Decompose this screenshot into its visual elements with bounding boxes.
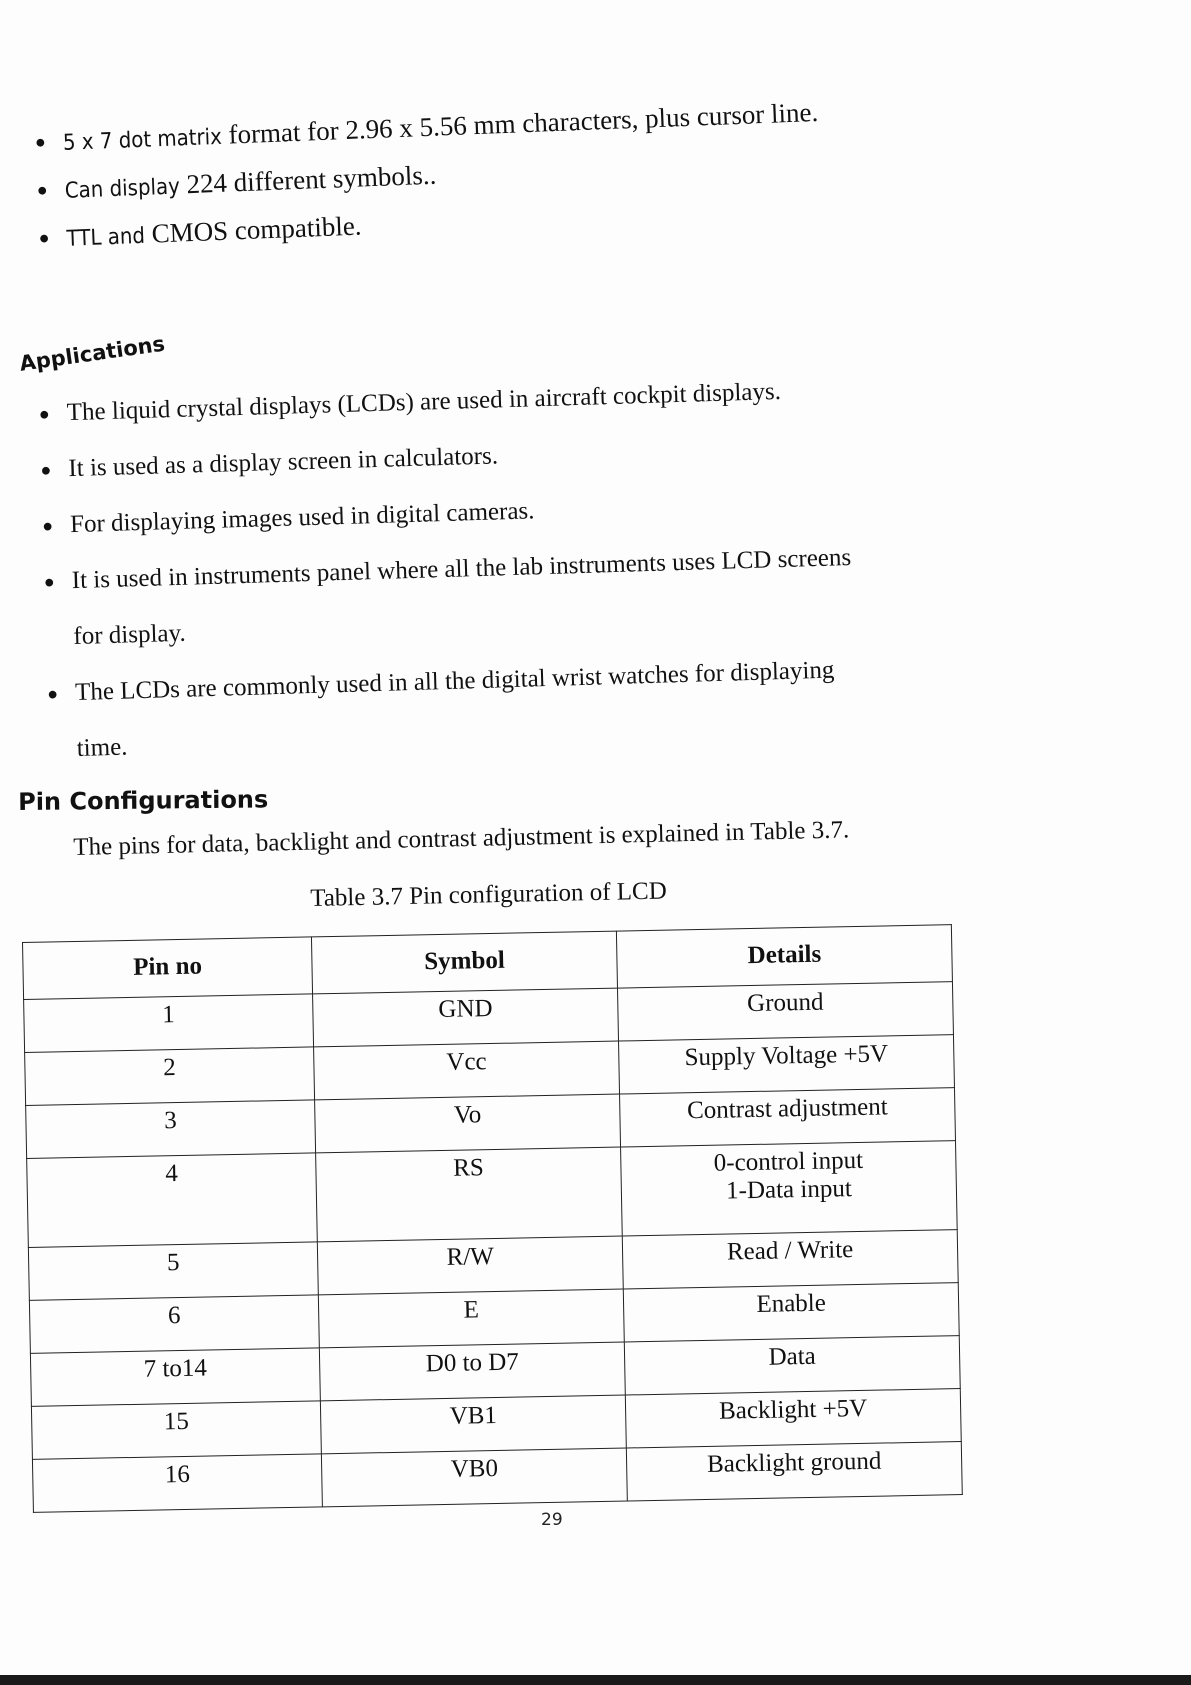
bullet-icon: ● [34,131,47,152]
cell-details [621,1141,958,1236]
application-text: The LCDs are commonly used in all the digital wrist watches for displaying [74,656,835,707]
feature-text: format for 2.96 x 5.56 mm characters, plus cursor line. [221,96,819,150]
cell-pin: 5 [28,1242,318,1301]
cell-pin: 1 [24,994,314,1053]
cell-details: Contrast adjustment [620,1088,956,1147]
cell-pin: 4 [27,1153,318,1248]
column-header-pin: Pin no [23,937,313,1000]
cell-symbol: GND [313,988,619,1047]
feature-text: CMOS compatible. [144,210,363,249]
application-text: It is used in instruments panel where all the lab instruments uses LCD screens [71,543,852,595]
features-list [34,83,939,261]
bullet-icon: ● [41,515,54,536]
cell-pin: 15 [31,1401,321,1460]
feature-prefix: Can display [64,174,181,204]
cell-details: Data [624,1336,960,1395]
cell-details: Supply Voltage +5V [619,1035,955,1094]
cell-pin: 3 [26,1100,316,1159]
cell-symbol: R/W [317,1236,623,1295]
application-text-continued: for display. [73,619,187,651]
cell-details-line2: 1-Data input [725,1175,853,1205]
column-header-symbol: Symbol [312,931,618,994]
bullet-icon: ● [36,179,49,200]
cell-symbol: Vo [315,1094,621,1153]
cell-details-line1: 0-control input [713,1146,864,1177]
page-number: 29 [541,1510,563,1530]
cell-details: Ground [618,982,954,1041]
feature-text: 224 different symbols.. [179,159,437,200]
application-text: For displaying images used in digital cameras. [69,497,535,539]
pin-configurations-heading: Pin Configurations [18,785,269,816]
application-text-continued: time. [76,733,128,763]
cell-symbol: VB0 [322,1448,628,1507]
cell-symbol: E [318,1289,624,1348]
cell-symbol: D0 to D7 [320,1342,626,1401]
scan-bottom-edge [0,1675,1191,1685]
pin-table-container [22,924,963,1513]
application-text: The liquid crystal displays (LCDs) are used in aircraft cockpit displays. [66,377,782,427]
feature-prefix: 5 x 7 dot matrix [62,124,223,156]
bullet-icon: ● [43,571,55,592]
cell-details: Read / Write [622,1230,958,1289]
cell-symbol: RS [316,1147,623,1242]
application-text: It is used as a display screen in calculators. [68,442,499,483]
column-header-details: Details [616,925,952,988]
bullet-icon: ● [38,403,50,424]
cell-symbol: VB1 [321,1395,627,1454]
cell-pin: 6 [29,1295,319,1354]
cell-pin: 2 [25,1047,315,1106]
applications-list [38,357,1039,778]
feature-prefix: TTL and [66,223,146,252]
bullet-icon: ● [38,227,50,248]
cell-pin: 7 to14 [30,1348,320,1407]
table-caption: Table 3.7 Pin configuration of LCD [310,877,668,912]
bullet-icon: ● [46,683,59,704]
cell-details: Backlight +5V [625,1389,961,1448]
pin-table [22,924,963,1513]
cell-pin: 16 [32,1454,322,1513]
cell-details: Backlight ground [626,1442,962,1501]
cell-symbol: Vcc [314,1041,620,1100]
cell-details: Enable [623,1283,959,1342]
applications-heading: Applications [18,331,167,376]
pin-intro-text: The pins for data, backlight and contrast adjustment is explained in Table 3.7. [73,816,850,861]
bullet-icon: ● [40,459,52,480]
